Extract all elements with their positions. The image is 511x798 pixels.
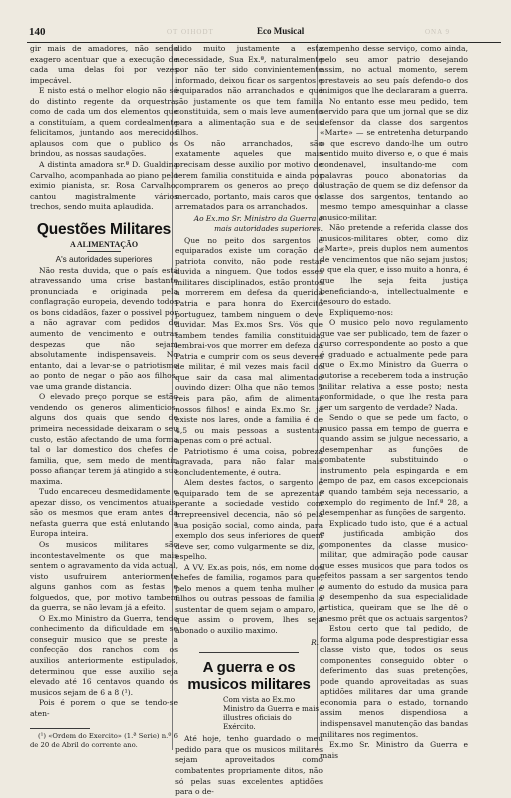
section-subheading: A's autoridades superiores [55, 254, 153, 264]
show-through-text-right: ONA 9 [425, 28, 451, 36]
paragraph: Expliquemo-nos: [329, 307, 394, 317]
address-line: Ao Ex.mo Sr. Ministro da Guerra e mais autoridades superiores. [193, 213, 323, 233]
paragraph: zempenho desse serviço, como ainda, pelo seu amor patrio desejando assim, no actual momento, serem prestaveis ao seu país defendo-o dos inimigos que lhe declararam a guerra. [320, 44, 468, 96]
paragraph: O Ex.mo Ministro da Guerra, tendo conhecimento da dificuldade em se conseguir musico que se preste a confecção dos ranchos com os auxilios anteriormente estipulados, determinou que esse auxilio seja elevado até 16 centavos quando os musicos sejam de 6 a 8 (¹). [30, 613, 178, 697]
paragraph: Tudo encareceu desmedidamente e apezar disso, os vencimentos atuais, são os mesmos que eram antes da nefasta guerra que está enlutando a Europa inteira. [30, 487, 178, 539]
column-1 [30, 44, 178, 749]
paragraph: Sendo o que se pede um facto, o musico passa em tempo de guerra e quando assim se julgue necessario, a desempenhar as funções de combatente substituindo o instrumento pela espingarda e em tempo de paz, em casos excepcionais e quando também seja necessario, a exemplo do regimento de Inf.ª 28, a desempenhar as funções de sargento. [320, 413, 468, 518]
paragraph: Alem destes factos, o sargento e equiparado tem de se aprezentar perante a sociedade vestido com irrepreensivel decencia, não só pela sua posição social, como ainda, para exemplo dos seus inferiores de quem deve ser, como vulgarmente se diz, o espelho. [175, 478, 323, 562]
paragraph: Os não arranchados, são exatamente aqueles que mais precisam desse auxilio por motivo de terem familia constituida e ainda por comprarem os generos ao preço do mercado, portanto, mais caros que os arrematados para os arranchados. [175, 138, 323, 212]
divider [199, 652, 299, 653]
section-dedication: Com vista ao Ex.mo Ministro da Guerra e mais illustres oficiais do Exército. [223, 694, 320, 732]
footnote: (¹) «Ordem do Exercito» (1.ª Serie) n.º 6 de 20 de Abril do corrente ano. [30, 732, 178, 749]
footnote-rule [30, 728, 90, 729]
paragraph: Estou certo que tal pedido, de forma alguma pode desprestigiar essa classe visto que, todos os seus componentes conseguido obter o deferimento das suas pretenções, pode quando aproveitadas as suas aptidões militares dar uma grande economia para o estado, tornando assim menos dispendiosa a indispensavel manutenção das bandas militares nos regimentos. [320, 624, 468, 739]
page-number: 140 [29, 26, 46, 38]
paragraph: A distinta amadora sr.ª D. Gualdina Carvalho, acompanhada ao piano pelo eximio pianista, sr. Rosa Carvalho, cantou magistralmente vários trechos, sendo muita aplaudida. [30, 160, 178, 212]
section-subtitle: A ALIMENTAÇÃO [69, 239, 139, 249]
column-3 [320, 44, 468, 761]
paragraph: A VV. Ex.as pois, nós, em nome dos chefes de familia, rogamos para que, pelo menos a quem tenha mulher e filhos ou outras pessoas de familia a sustentar de quem sejam o amparo, e que assim o provem, lhes seja abonado o auxilio maximo. [175, 562, 323, 635]
paragraph: Explicado tudo isto, que é a actual e justificada ambição dos componentes da classe musico-militar, que admiração pode causar que esses musicos que para todos os efeitos passam a ser sargentos tendo o aumento do estudo da musica para o desempenho da sua especialidade artistica, queiram que se lhe dê o mesmo prêt que os actuais sargentos? [320, 518, 468, 623]
paragraph: Não pretende a referida classe dos musicos-militares obter, como diz «Marte», preis duplos nem aumentos de vencimentos que não sejam justos; o que ela quer, e isso muito a honra, é que lhe seja feita justiça beneficiando-a, intellectualmente e tesouro do estado. [320, 223, 468, 307]
paragraph: Pois é porem o que se tendo-se aten- [30, 698, 178, 718]
paragraph: Não resta duvida, que o país está atravessando uma crise bastante pronunciada e originada pela conflagração europeia, devendo todos os bons cidadãos, fazer o possivel por a não agravar com pedidos de aumento de vencimento e outras despezas que não sejam absolutamente indispensaveis. No entanto, dai a levar-se o patriotismo ao ponto de negar o pão aos filhos, vae uma grande distancia. [30, 265, 178, 391]
paragraph: Ex.mo Sr. Ministro da Guerra e mais [320, 740, 468, 760]
signature: R. [311, 637, 319, 647]
paragraph: Até hoje, tenho guardado o meu pedido para que os musicos militares sejam aproveitados como combatentes propriamente ditos, não só pelas suas excelentes aptidões para o de- [175, 734, 323, 797]
header-rule [27, 42, 501, 43]
paragraph: No entanto esse meu pedido, tem servido para que um jornal que se diz defensor da classe dos sargentos «Marte» — se entretenha deturpando o que escrevo dando-lhe um outro sentido muito diverso e, o que é mais condenavel, insultando-me com palavras pouco abonatorias da ilustração de quem se diz defensor da classe dos sargentos, tentando ao mesmo tempo amesquinhar a classe musico-militar. [320, 96, 468, 222]
paragraph: Patriotismo é uma coisa, pobreza agravada, para não falar mais concludentemente, é outra. [175, 446, 323, 477]
paragraph: Que no peito dos sargentos e equiparados existe um coração de patriota convito, não pode restar duvida a ninguem. Que todos esses militares disciplinados, estão prontos a morrerem em defesa da querida Patria e para honra do Exercito portuguez, tambem ninguem o deve duvidar. Mas Ex.mos Srs. Vós que tambem tendes familia constituida, lembrai-vos que morrer em defeza da Patria e cumprir com os seus deveres de militar, é mil vezes mais facil do que sair da casa mal alimentado ouvindo dizer: Olha que não temos 5 reis para pão, afim de alimentar nossos filhos! e ainda Ex.mo Sr. já existe nos lares, onde a familia é de 4,5 ou mais pessoas a sustentar apenas com o pré actual. [175, 235, 323, 446]
paragraph: gir mais de amadores, não sendo exagero acentuar que a execução de cada uma delas foi por vezes impecável. [30, 44, 178, 85]
section-title-guerra-musicos: A guerra e os musicos militares [187, 658, 311, 693]
column-2 [175, 44, 323, 798]
divider [87, 251, 121, 252]
show-through-text-left: OT OIHODT [167, 28, 214, 36]
paragraph: E nisto está o melhor elogio não só do distinto regente da orquestra, como de cada um dos elementos que a constituíam, a quem cordealmente felicitamos, juntando aos merecidos aplausos com que o publico os brindou, as nossas saudações. [30, 86, 178, 159]
page-header [27, 26, 501, 40]
section-title-questoes-militares: Questões Militares [36, 220, 172, 238]
publication-title: Eco Musical [257, 26, 305, 36]
paragraph: Os musicos militares são incontestavelmente os que mais sentem o agravamento da vida actual, visto usufruirem anteriormente alguns ganhos com as festas e folguedos, que, por motivo tambem da guerra, se não levam já a efeito. [30, 539, 178, 613]
paragraph: O elevado preço porque se estão vendendo os generos alimenticios, alguns dos quais que sendo de primeira necessidade deixaram o seu custo, estão afectando de uma forma tal o lar domestico dos chefes de familia, que, sem medo de mentir, posso afiançar terem já atingido a sua maxima. [30, 392, 178, 486]
paragraph: O musico pelo novo regulamento que vae ser publicado, tem de fazer o curso correspondente ao posto a que é graduado e actualmente pede para que o Ex.mo Ministro da Guerra o autorise a receberem toda a instrução militar relativa a esse posto; nesta conformidade, o que lhe resta para ser um sargento de verdade? Nada. [320, 318, 468, 412]
paragraph: dido muito justamente a esta necessidade, Sua Ex.ª, naturalmente por não ter sido convinientemente informado, deixou ficar os sargentos e equiparados não arranchados e que são justamente os que tem familia constituida, sem o mais leve aumento para a alimentação sua e de seus filhos. [175, 44, 323, 138]
